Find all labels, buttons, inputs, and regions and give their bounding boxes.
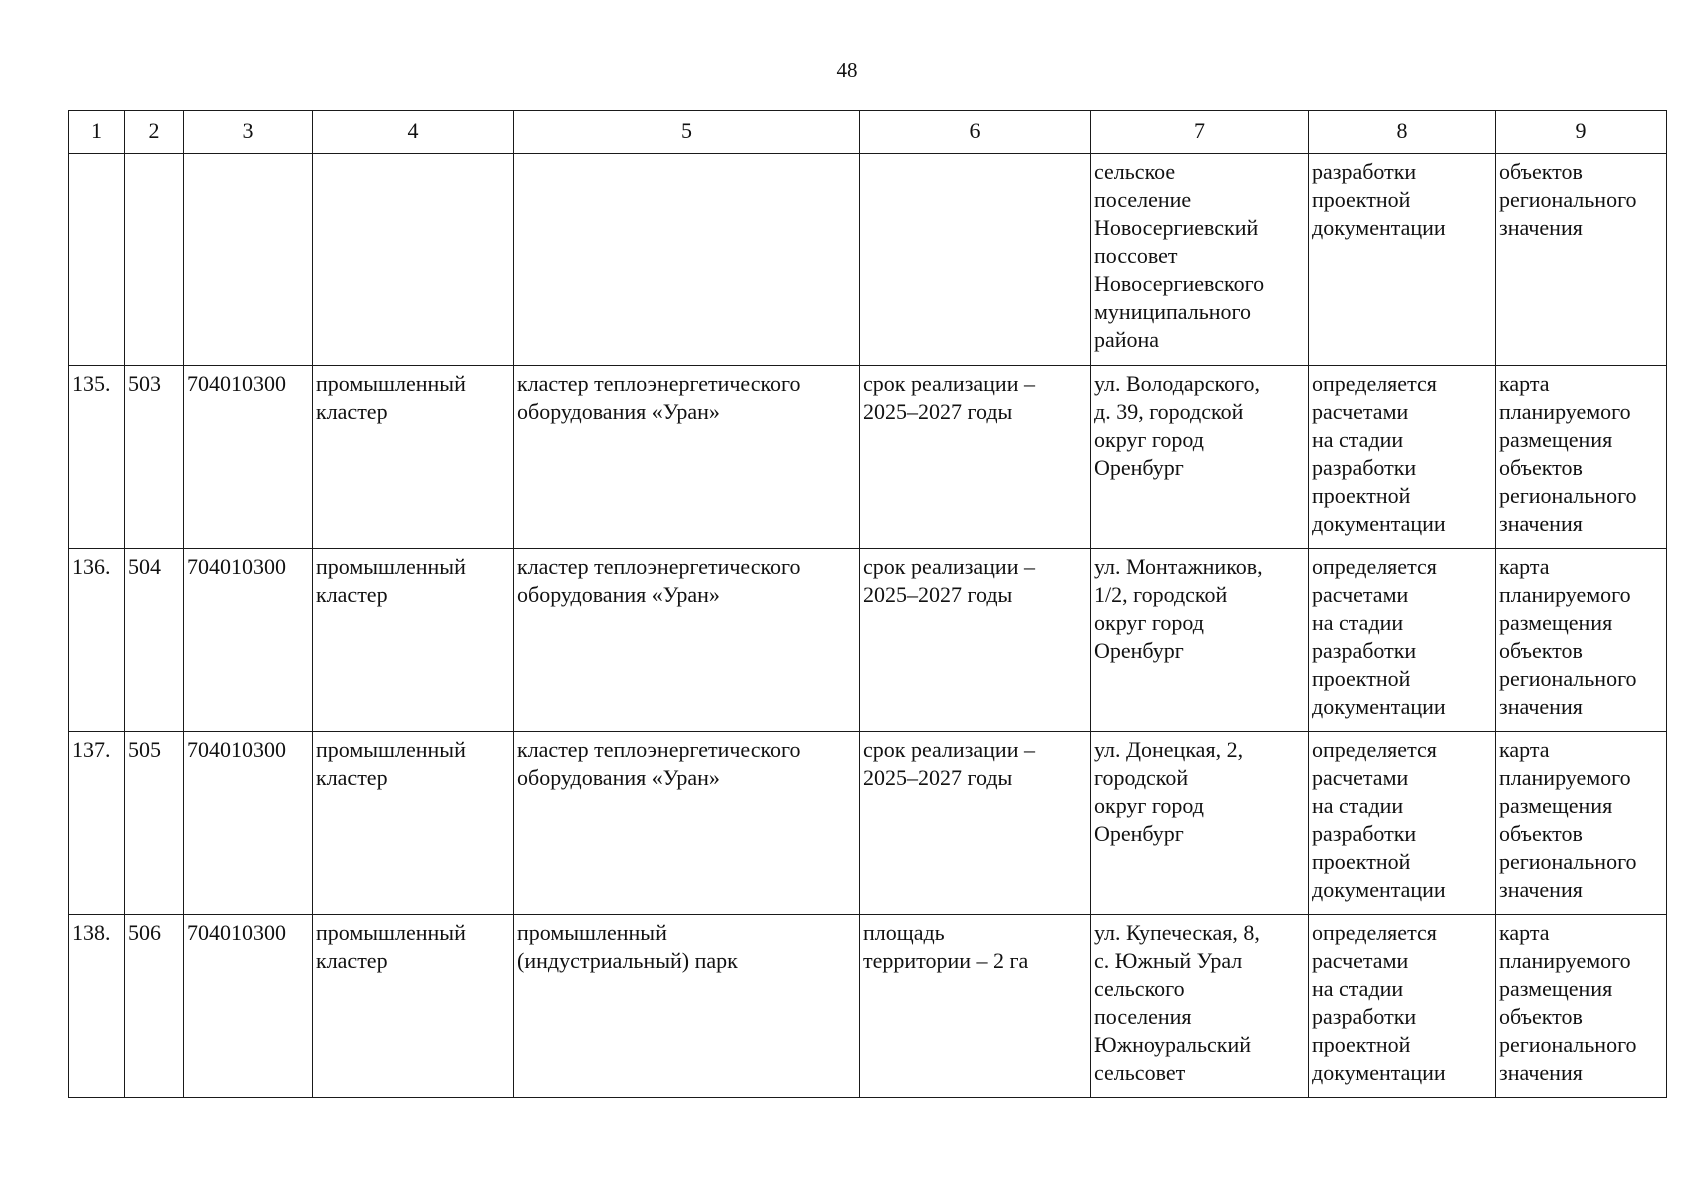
table-cell <box>184 154 313 366</box>
characteristic-cell: площадь территории – 2 га <box>860 915 1091 1098</box>
object-code-cell: 505 <box>125 732 184 915</box>
map-cell: объектов регионального значения <box>1496 154 1667 366</box>
oktmo-cell: 704010300 <box>184 732 313 915</box>
object-name-cell: промышленный (индустриальный) парк <box>514 915 860 1098</box>
objects-table <box>68 110 1667 1098</box>
location-cell: ул. Монтажников, 1/2, городской округ город Оренбург <box>1091 549 1309 732</box>
zone-cell: определяется расчетами на стадии разработки проектной документации <box>1309 366 1496 549</box>
continuation-row <box>69 154 1667 366</box>
row-number-cell: 136. <box>69 549 125 732</box>
table-cell <box>514 154 860 366</box>
header-cell-5: 5 <box>514 111 860 154</box>
row-number-cell: 138. <box>69 915 125 1098</box>
characteristic-cell: срок реализации – 2025–2027 годы <box>860 549 1091 732</box>
table-row <box>69 549 1667 732</box>
zone-cell: определяется расчетами на стадии разработки проектной документации <box>1309 915 1496 1098</box>
table-row <box>69 732 1667 915</box>
zone-cell: разработки проектной документации <box>1309 154 1496 366</box>
object-code-cell: 503 <box>125 366 184 549</box>
oktmo-cell: 704010300 <box>184 915 313 1098</box>
object-name-cell: кластер теплоэнергетического оборудования «Уран» <box>514 732 860 915</box>
table-row <box>69 915 1667 1098</box>
header-cell-4: 4 <box>313 111 514 154</box>
header-cell-7: 7 <box>1091 111 1309 154</box>
map-cell: карта планируемого размещения объектов регионального значения <box>1496 732 1667 915</box>
map-cell: карта планируемого размещения объектов регионального значения <box>1496 915 1667 1098</box>
characteristic-cell: срок реализации – 2025–2027 годы <box>860 366 1091 549</box>
map-cell: карта планируемого размещения объектов регионального значения <box>1496 366 1667 549</box>
object-type-cell: промышленный кластер <box>313 549 514 732</box>
header-cell-1: 1 <box>69 111 125 154</box>
location-cell: ул. Купеческая, 8, с. Южный Урал сельского поселения Южноуральский сельсовет <box>1091 915 1309 1098</box>
object-code-cell: 506 <box>125 915 184 1098</box>
object-type-cell: промышленный кластер <box>313 732 514 915</box>
row-number-cell: 137. <box>69 732 125 915</box>
page-number: 48 <box>836 58 858 82</box>
zone-cell: определяется расчетами на стадии разработки проектной документации <box>1309 549 1496 732</box>
oktmo-cell: 704010300 <box>184 366 313 549</box>
location-cell: ул. Донецкая, 2, городской округ город Оренбург <box>1091 732 1309 915</box>
header-cell-2: 2 <box>125 111 184 154</box>
map-cell: карта планируемого размещения объектов регионального значения <box>1496 549 1667 732</box>
location-cell: сельское поселение Новосергиевский поссовет Новосергиевского муниципального района <box>1091 154 1309 366</box>
header-row <box>69 111 1667 154</box>
oktmo-cell: 704010300 <box>184 549 313 732</box>
header-cell-9: 9 <box>1496 111 1667 154</box>
location-cell: ул. Володарского, д. 39, городской округ город Оренбург <box>1091 366 1309 549</box>
table-cell <box>69 154 125 366</box>
table-cell <box>125 154 184 366</box>
object-type-cell: промышленный кластер <box>313 915 514 1098</box>
row-number-cell: 135. <box>69 366 125 549</box>
object-name-cell: кластер теплоэнергетического оборудования «Уран» <box>514 366 860 549</box>
zone-cell: определяется расчетами на стадии разработки проектной документации <box>1309 732 1496 915</box>
header-cell-8: 8 <box>1309 111 1496 154</box>
object-code-cell: 504 <box>125 549 184 732</box>
table-row <box>69 366 1667 549</box>
object-name-cell: кластер теплоэнергетического оборудования «Уран» <box>514 549 860 732</box>
characteristic-cell: срок реализации – 2025–2027 годы <box>860 732 1091 915</box>
table-cell <box>860 154 1091 366</box>
header-cell-3: 3 <box>184 111 313 154</box>
table-cell <box>313 154 514 366</box>
header-cell-6: 6 <box>860 111 1091 154</box>
object-type-cell: промышленный кластер <box>313 366 514 549</box>
